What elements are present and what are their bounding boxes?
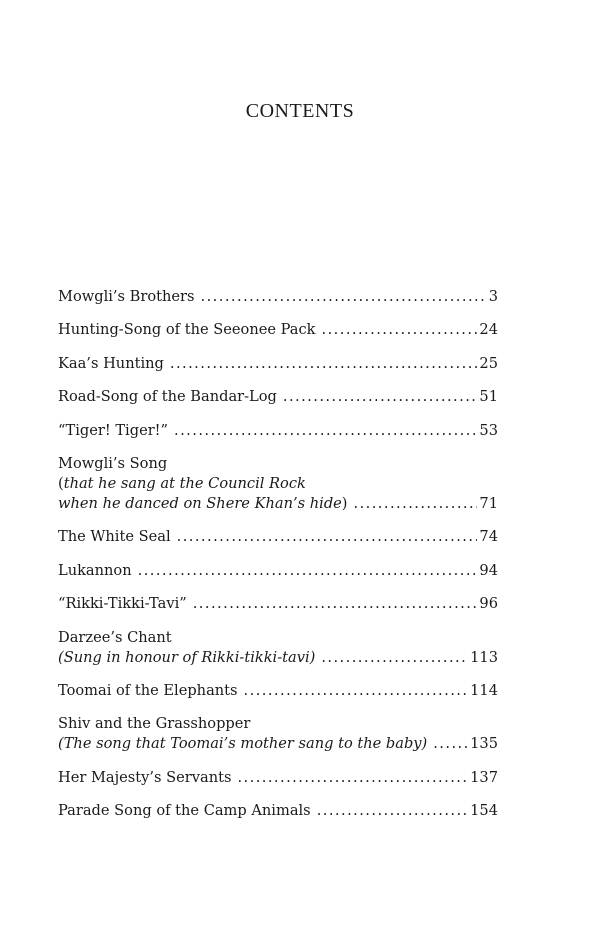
open-paren: (	[58, 474, 64, 492]
entry-title: Hunting-Song of the Seeonee Pack	[58, 321, 316, 339]
toc-entry[interactable]	[58, 801, 498, 821]
entry-title: Mowgli’s Brothers	[58, 288, 195, 305]
toc-entry[interactable]	[58, 628, 498, 668]
dot-leader	[433, 734, 468, 754]
toc-entry[interactable]	[58, 527, 498, 547]
dot-leader	[201, 287, 484, 307]
entry-title: “Tiger! Tiger!”	[58, 421, 169, 439]
toc-entry[interactable]	[58, 387, 498, 407]
dot-leader	[354, 494, 478, 514]
dot-leader	[244, 681, 469, 701]
dot-leader	[237, 768, 468, 788]
page-number: 137	[470, 768, 498, 786]
entry-title: Lukannon	[58, 561, 132, 579]
dot-leader	[193, 594, 478, 614]
page-number: 154	[470, 802, 498, 820]
entry-subtitle: (Sung in honour of Rikki-tikki-tavi)	[58, 648, 316, 666]
page-number: 53	[479, 421, 498, 439]
page-number: 113	[470, 648, 498, 666]
close-paren: )	[341, 494, 348, 512]
page-title: CONTENTS	[245, 100, 355, 122]
page-number: 25	[479, 354, 498, 372]
dot-leader	[174, 421, 477, 441]
entry-title: Road-Song of the Bandar-Log	[58, 388, 277, 406]
dot-leader	[283, 387, 478, 407]
dot-leader	[322, 320, 478, 340]
toc-entry[interactable]	[58, 714, 498, 754]
subtitle-italic: when he danced on Shere Khan’s hide	[58, 494, 342, 512]
page-number: 94	[479, 561, 498, 579]
page-number: 135	[470, 735, 498, 753]
page-number: 96	[479, 595, 498, 613]
entry-title: Kaa’s Hunting	[58, 354, 164, 372]
toc-entry[interactable]	[58, 354, 498, 374]
page-number: 114	[470, 681, 498, 699]
dot-leader	[170, 354, 478, 374]
page-number: 74	[479, 528, 498, 546]
entry-subtitle	[58, 474, 306, 494]
dot-leader	[317, 801, 468, 821]
toc-entry[interactable]	[58, 454, 498, 514]
toc-entry[interactable]	[58, 561, 498, 581]
table-of-contents	[58, 287, 498, 821]
toc-entry[interactable]	[58, 594, 498, 614]
entry-title: Her Majesty’s Servants	[58, 768, 232, 786]
toc-entry[interactable]	[58, 421, 498, 441]
toc-entry[interactable]	[58, 320, 498, 340]
entry-title: Parade Song of the Camp Animals	[58, 802, 311, 820]
entry-title: Mowgli’s Song	[58, 454, 168, 472]
page-number: 3	[488, 288, 498, 305]
page-number: 24	[479, 321, 498, 339]
page-number: 71	[479, 494, 498, 512]
page-number: 51	[479, 388, 498, 406]
entry-title: The White Seal	[58, 528, 171, 546]
dot-leader	[138, 561, 478, 581]
entry-title: “Rikki-Tikki-Tavi”	[58, 595, 187, 613]
subtitle-italic: that he sang at the Council Rock	[63, 474, 306, 492]
toc-entry[interactable]	[58, 681, 498, 701]
toc-entry[interactable]	[58, 768, 498, 788]
entry-title: Shiv and the Grasshopper	[58, 715, 251, 733]
toc-entry[interactable]	[58, 287, 498, 307]
dot-leader	[177, 527, 478, 547]
entry-subtitle: (The song that Toomai’s mother sang to the baby)	[58, 735, 428, 753]
entry-subtitle	[58, 494, 348, 514]
entry-title: Darzee’s Chant	[58, 628, 172, 646]
dot-leader	[321, 648, 468, 668]
entry-title: Toomai of the Elephants	[58, 681, 238, 699]
